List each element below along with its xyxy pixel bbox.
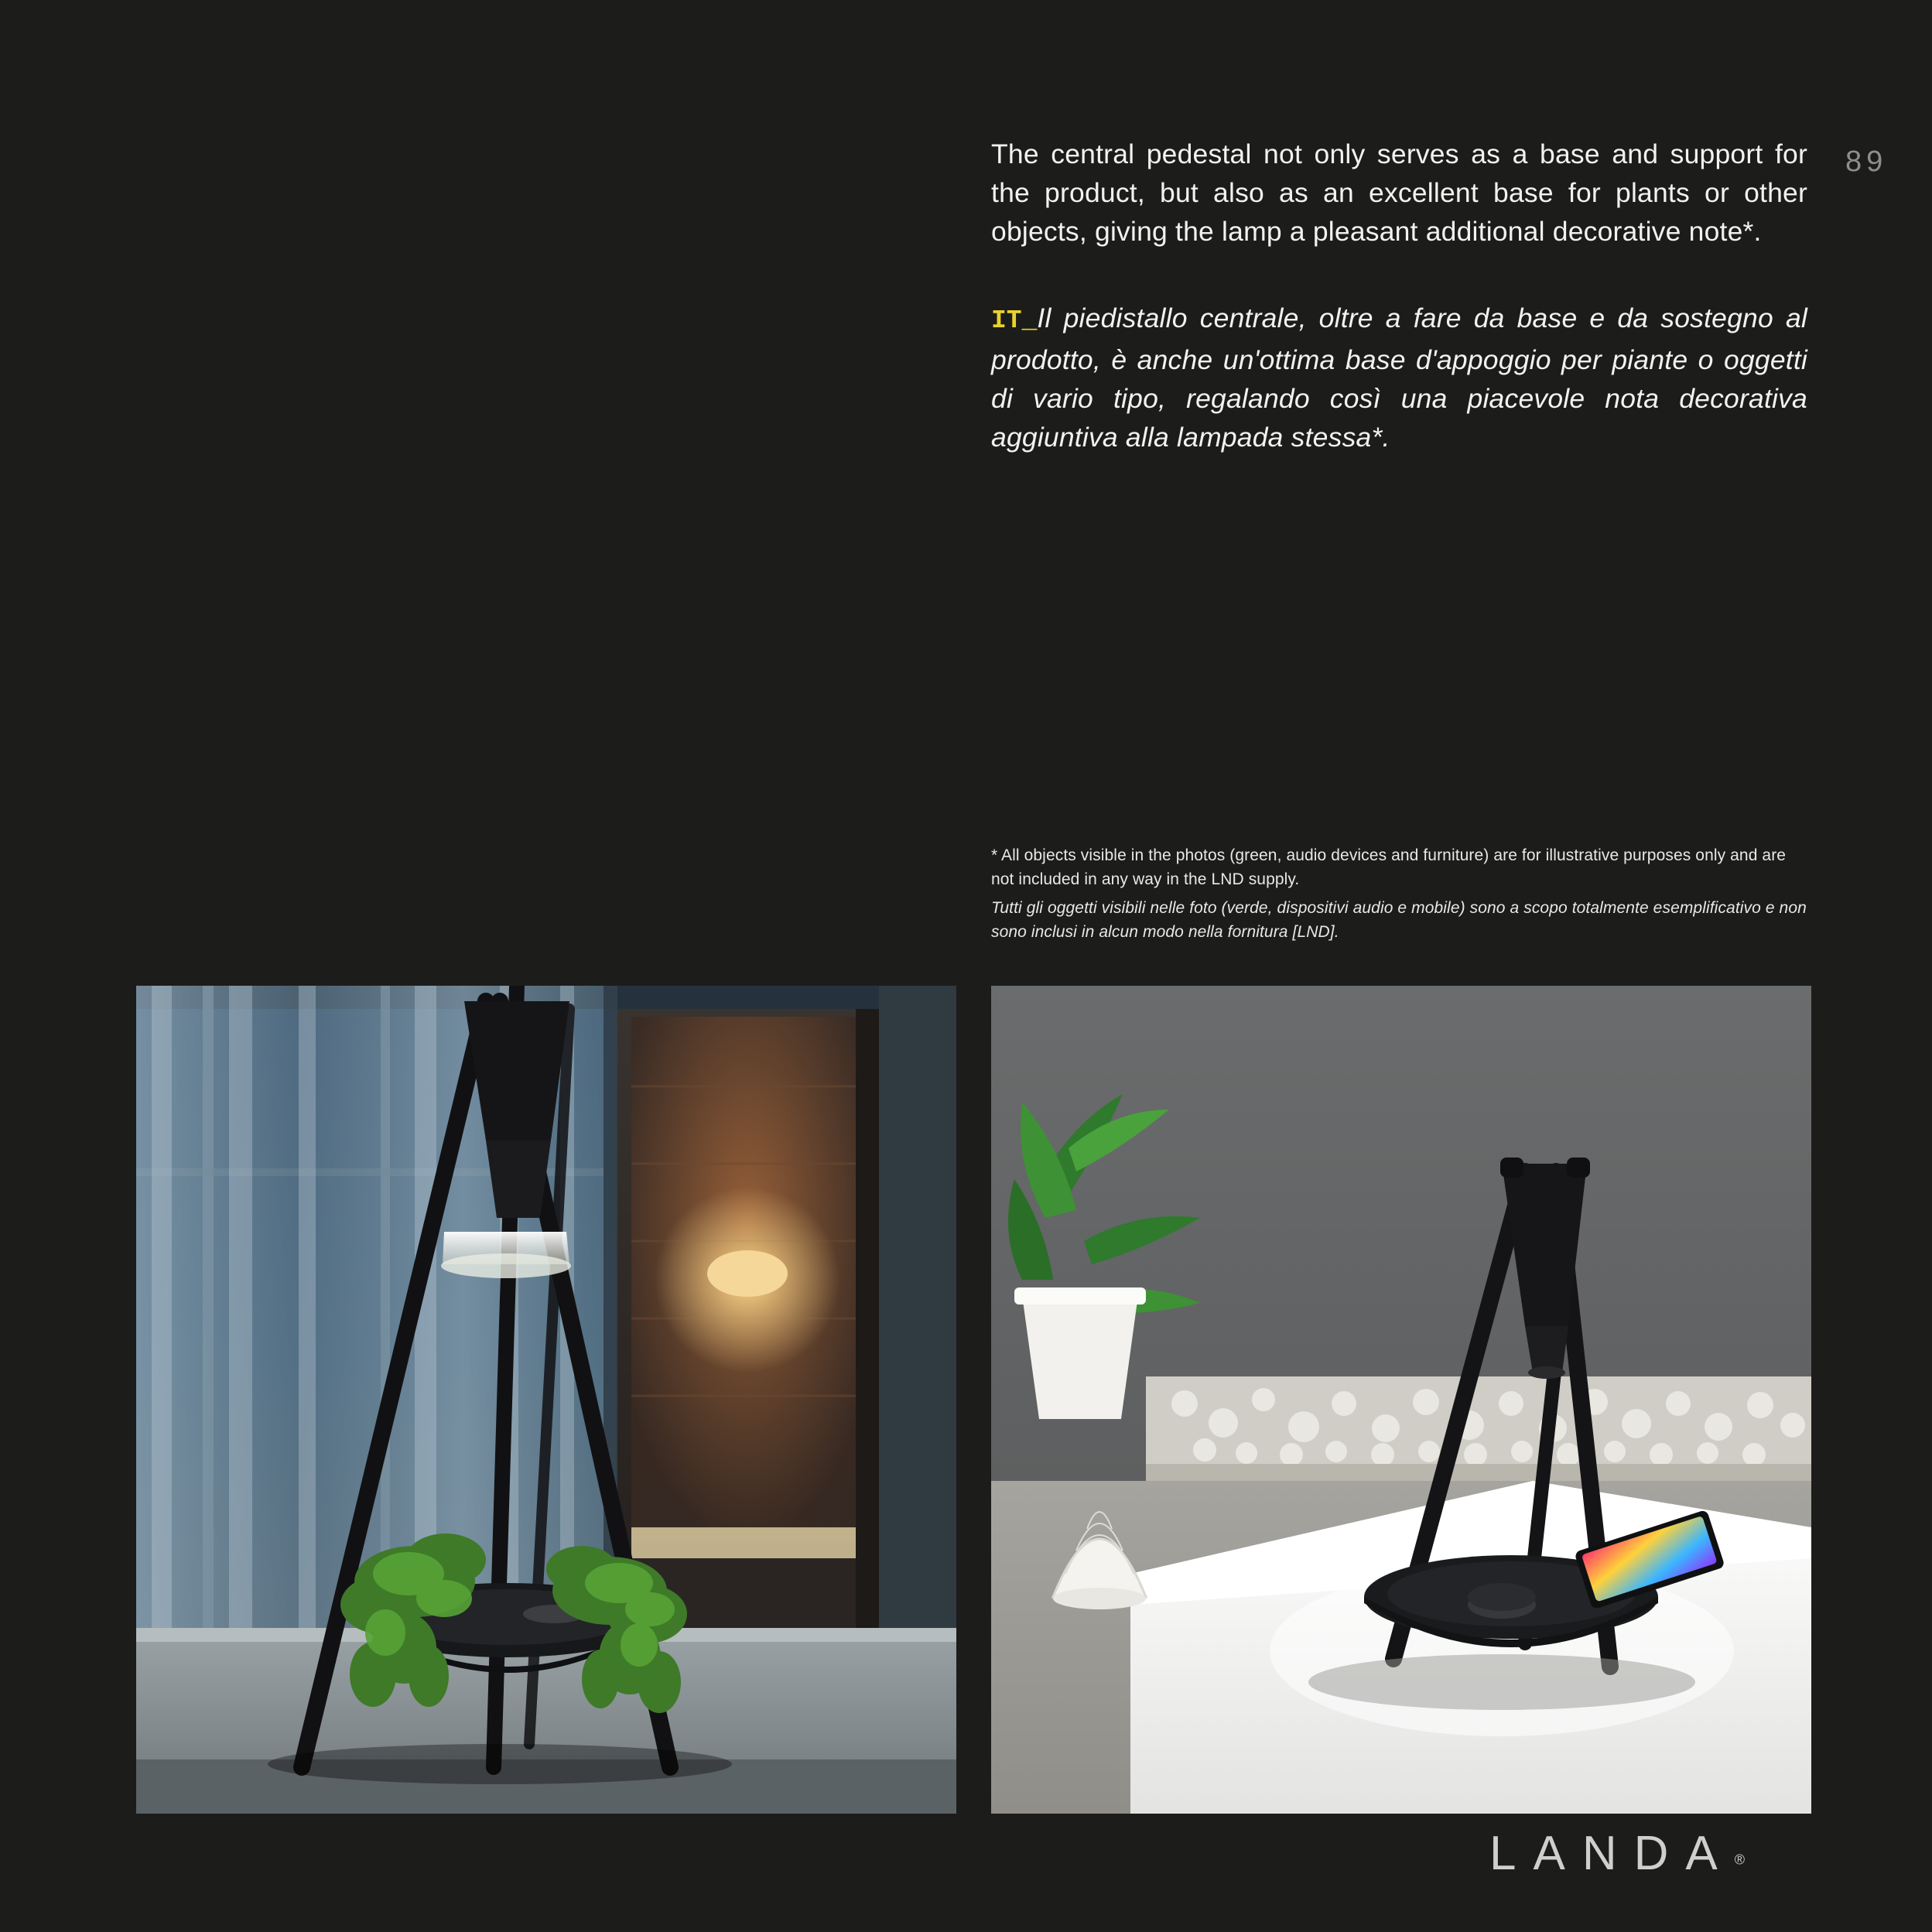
brand-logo [1489,1826,1814,1880]
text-column [991,135,1807,456]
photo-tripod-lamp-with-plants-night-window [136,986,956,1814]
footnote [991,843,1811,944]
photo-tripod-lamp-on-white-table-with-phone [991,986,1811,1814]
paragraph-italian-text: Il piedistallo centrale, oltre a fare da base e da sostegno al prodotto, è anche un'ottima base d'appoggio per piante o oggetti di vario tipo, regalando così una piacevole nota decorativa aggiuntiva alla lampada stessa*. [991,303,1807,453]
paragraph-italian [991,299,1807,456]
paragraph-english: The central pedestal not only serves as a base and support for the product, but also as an excellent base for plants or other objects, giving the lamp a pleasant additional decorative note*. [991,138,1807,247]
photo-left-illustration [136,986,956,1814]
footnote-italian: Tutti gli oggetti visibili nelle foto (verde, dispositivi audio e mobile) sono a scopo totalmente esemplificativo e non sono inclusi in alcun modo nella fornitura [LND]. [991,899,1807,941]
brand-logo-text: LANDA [1489,1827,1735,1880]
page-number: 89 [1845,145,1888,178]
footnote-english: * All objects visible in the photos (green, audio devices and furniture) are for illustrative purposes only and are not included in any way in the LND supply. [991,846,1787,888]
language-tag-it: IT_ [991,306,1038,335]
registered-mark: ® [1734,1852,1746,1868]
photo-right-illustration [991,986,1811,1814]
